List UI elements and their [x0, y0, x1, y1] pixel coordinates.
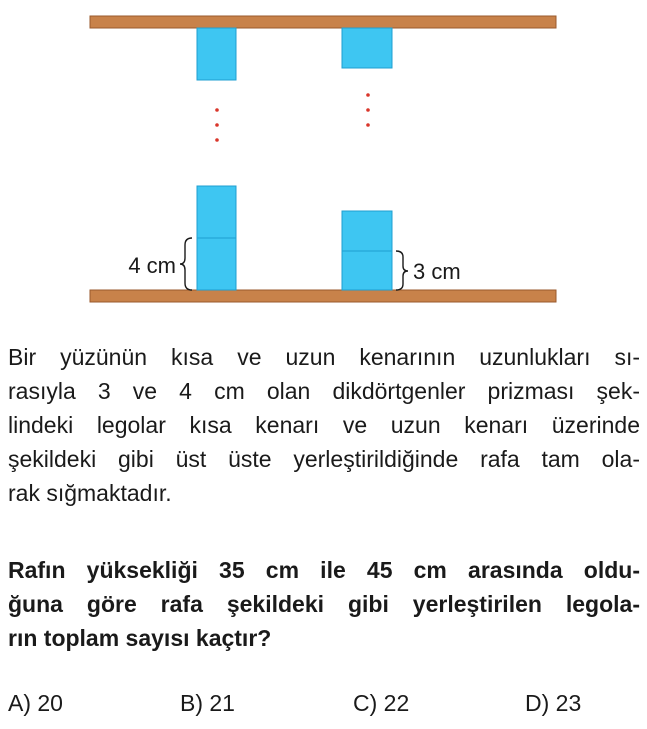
bottom-shelf	[90, 290, 556, 302]
paragraph-line: Bir yüzünün kısa ve uzun kenarının uzunlukları sı-	[8, 344, 640, 370]
choice-b[interactable]: B) 21	[180, 690, 235, 716]
choice-c[interactable]: C) 22	[353, 690, 410, 716]
label-3cm: 3 cm	[413, 259, 461, 284]
dots-left	[215, 108, 219, 142]
question-line: Rafın yüksekliği 35 cm ile 45 cm arasında oldu-	[8, 557, 640, 583]
problem-paragraph	[8, 340, 640, 510]
paragraph-line: şekildeki gibi üst üste yerleştirildiğinde rafa tam ola-	[8, 446, 640, 472]
shelf-diagram	[0, 0, 647, 320]
question-line: rın toplam sayısı kaçtır?	[8, 625, 272, 651]
question-text	[8, 553, 640, 655]
top-shelf	[90, 16, 556, 28]
lego-left-1	[197, 238, 236, 290]
lego-right-top	[342, 28, 392, 68]
answer-choices	[8, 686, 640, 720]
brace-left	[180, 238, 192, 290]
lego-right-2	[342, 211, 392, 251]
paragraph-line: lindeki legolar kısa kenarı ve uzun kenarı üzerinde	[8, 412, 640, 438]
lego-right-1	[342, 251, 392, 290]
choice-a[interactable]: A) 20	[8, 690, 63, 716]
brace-right	[396, 251, 408, 290]
dots-right	[366, 93, 370, 127]
lego-left-top	[197, 28, 236, 80]
question-line: ğuna göre rafa şekildeki gibi yerleştirilen legola-	[8, 591, 640, 617]
choice-d[interactable]: D) 23	[525, 690, 582, 716]
shelf-figure	[0, 0, 647, 320]
paragraph-line: rasıyla 3 ve 4 cm olan dikdörtgenler prizması şek-	[8, 378, 640, 404]
paragraph-line: rak sığmaktadır.	[8, 480, 172, 506]
lego-left-2	[197, 186, 236, 238]
label-4cm: 4 cm	[128, 253, 176, 278]
